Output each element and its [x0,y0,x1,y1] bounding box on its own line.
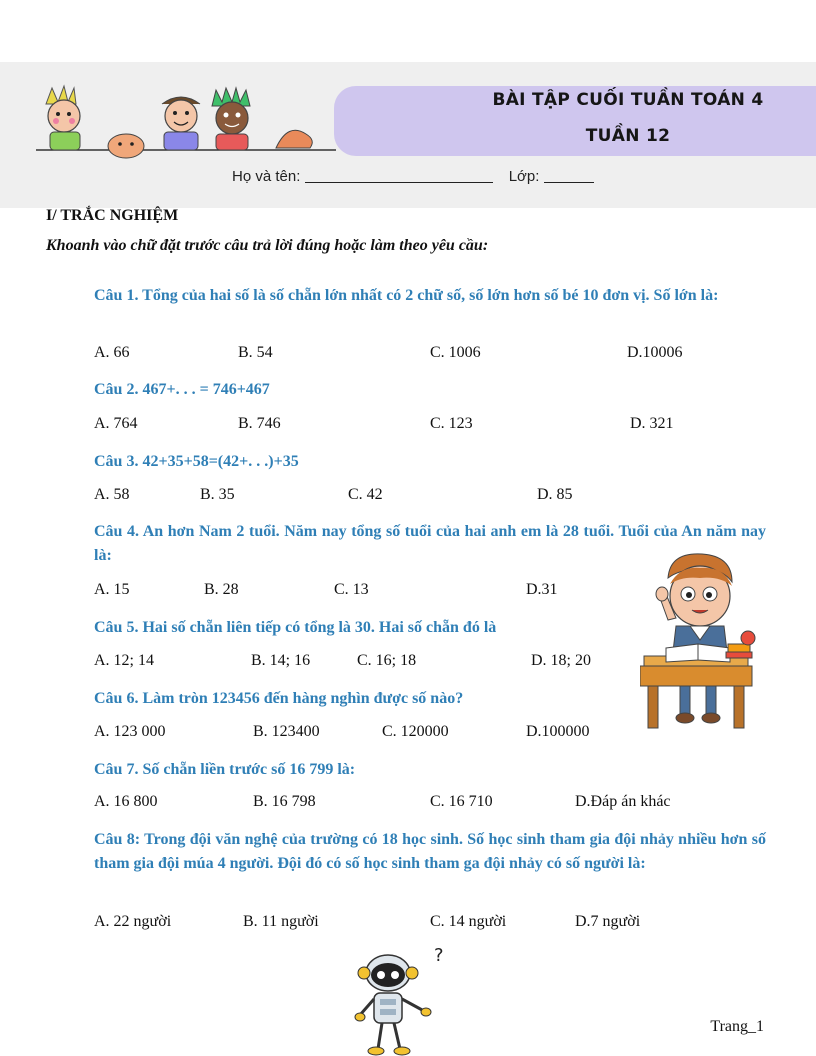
option-5a: A. 12; 14 [94,652,154,669]
name-blank [305,182,493,183]
option-7c: C. 16 710 [430,793,493,810]
robot-illustration [354,945,444,1056]
option-1d: D.10006 [627,344,683,361]
option-1c: C. 1006 [430,344,481,361]
option-2a: A. 764 [94,415,138,432]
kids-illustration [36,82,336,162]
class-blank [544,182,594,183]
instruction: Khoanh vào chữ đặt trước câu trả lời đúng hoặc làm theo yêu cầu: [46,237,489,254]
option-5d: D. 18; 20 [531,652,591,669]
option-2b: B. 746 [238,415,281,432]
option-3d: D. 85 [537,486,573,503]
student-info-row [232,168,594,185]
option-7b: B. 16 798 [253,793,316,810]
section-title: I/ TRẮC NGHIỆM [46,207,179,224]
option-8b: B. 11 người [243,913,319,930]
option-3c: C. 42 [348,486,383,503]
option-5b: B. 14; 16 [251,652,311,669]
option-3b: B. 35 [200,486,235,503]
option-4a: A. 15 [94,581,130,598]
option-7a: A. 16 800 [94,793,158,810]
option-5c: C. 16; 18 [357,652,417,669]
page-number: Trang_1 [710,1018,764,1035]
option-6c: C. 120000 [382,723,449,740]
option-1a: A. 66 [94,344,130,361]
option-4d: D.31 [526,581,558,598]
robot-question-mark: ? [434,945,444,966]
worksheet-title: BÀI TẬP CUỐI TUẦN TOÁN 4 [492,90,764,110]
question-4: Câu 4. An hơn Nam 2 tuổi. Năm nay tổng số tuổi của hai anh em là 28 tuổi. Tuổi của An năm nay là: [94,523,766,564]
question-8: Câu 8: Trong đội văn nghệ của trường có 18 học sinh. Số học sinh tham gia đội nhảy nhiều hơn số tham gia đội múa 4 người. Đội đó có số học sinh tham ga đội nhảy có số người là: [94,831,766,872]
option-6a: A. 123 000 [94,723,166,740]
week-title: TUẦN 12 [585,126,671,146]
option-3a: A. 58 [94,486,130,503]
option-8a: A. 22 người [94,913,172,930]
boy-at-desk-illustration [640,548,760,733]
class-label: Lớp: [508,168,540,185]
option-4b: B. 28 [204,581,239,598]
question-7: Câu 7. Số chẵn liền trước số 16 799 là: [94,761,356,778]
name-label: Họ và tên: [232,168,301,185]
question-1: Câu 1. Tổng của hai số là số chẵn lớn nhất có 2 chữ số, số lớn hơn số bé 10 đơn vị. Số lớn là: [94,287,719,304]
option-8c: C. 14 người [430,913,507,930]
option-4c: C. 13 [334,581,369,598]
option-8d: D.7 người [575,913,641,930]
option-2c: C. 123 [430,415,473,432]
option-6d: D.100000 [526,723,590,740]
question-6: Câu 6. Làm tròn 123456 đến hàng nghìn được số nào? [94,690,464,707]
option-7d: D.Đáp án khác [575,793,671,810]
option-1b: B. 54 [238,344,273,361]
option-6b: B. 123400 [253,723,320,740]
question-5: Câu 5. Hai số chẵn liên tiếp có tổng là 30. Hai số chẵn đó là [94,619,497,636]
question-3: Câu 3. 42+35+58=(42+. . .)+35 [94,453,299,470]
option-2d: D. 321 [630,415,674,432]
question-2: Câu 2. 467+. . . = 746+467 [94,381,270,398]
